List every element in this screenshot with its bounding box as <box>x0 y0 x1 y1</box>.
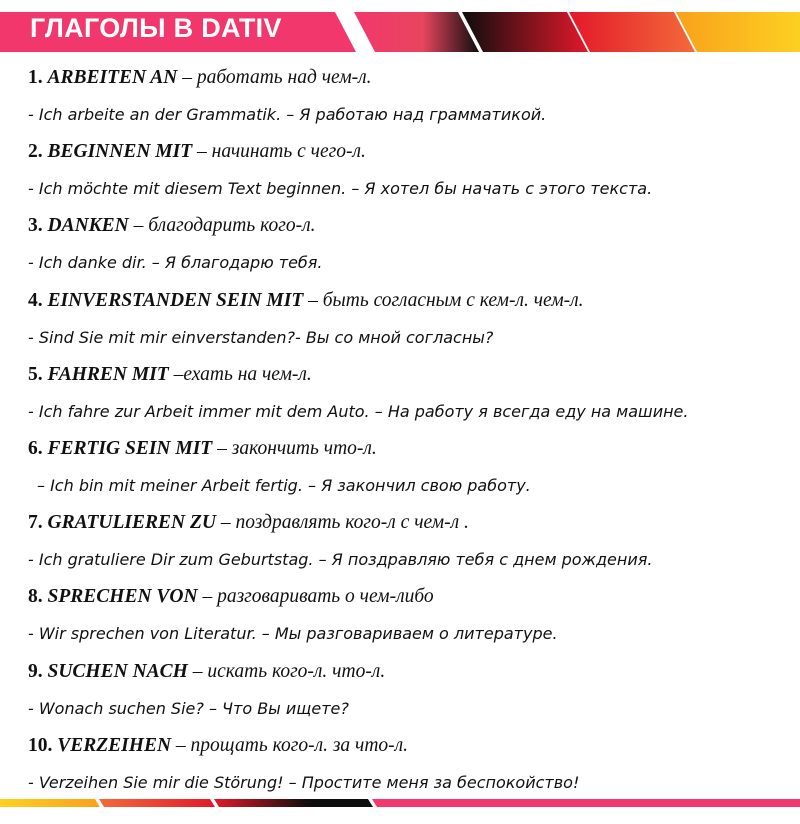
entry-number: 2. <box>28 141 43 163</box>
banner-stripe-gold <box>676 12 800 52</box>
example-line: - Verzeihen Sie mir die Störung! – Простите меня за беспокойство! <box>28 772 580 792</box>
example-line: – Ich bin mit meiner Arbeit fertig. – Я закончил свою работу. <box>37 476 531 496</box>
entry-number: 4. <box>28 289 43 311</box>
example-line: - Ich arbeite an der Grammatik. – Я работаю над грамматикой. <box>28 105 547 125</box>
footer-stripe-red <box>99 799 215 807</box>
page-title: ГЛАГОЛЫ В DATIV <box>30 13 282 43</box>
banner-stripe-black <box>354 12 479 52</box>
entry-term: DANKEN <box>47 215 129 237</box>
entry-number: 8. <box>28 586 43 608</box>
entry-number: 7. <box>28 512 43 534</box>
entry-line <box>0 727 800 764</box>
entry-line <box>0 653 800 690</box>
entry-number: 3. <box>28 215 43 237</box>
example-line: - Sind Sie mit mir einverstanden?- Вы со мной согласны? <box>28 327 494 347</box>
footer-stripe-gold <box>0 799 100 807</box>
entry-line <box>0 207 800 244</box>
entry-number: 5. <box>28 363 43 385</box>
entry-number: 1. <box>28 67 43 88</box>
entry-term: SPRECHEN VON <box>47 586 198 608</box>
footer-stripe <box>0 796 800 808</box>
example-line: - Ich möchte mit diesem Text beginnen. – Я хотел бы начать с этого текста. <box>28 179 653 199</box>
example-line: - Wir sprechen von Literatur. – Мы разговариваем о литературе. <box>28 624 558 644</box>
entry-translation: – благодарить кого-л. <box>128 215 316 237</box>
example-line: - Wonach suchen Sie? – Что Вы ищете? <box>28 698 349 718</box>
entry-line <box>0 430 800 467</box>
verb-list <box>0 59 800 801</box>
header-banner <box>0 0 800 58</box>
entry-translation: –ехать на чем-л. <box>168 363 312 385</box>
entry-number: 9. <box>28 660 43 682</box>
entry-translation: – быть согласным с кем-л. чем-л. <box>303 289 584 311</box>
footer-stripes <box>0 797 800 809</box>
entry-term: SUCHEN NACH <box>47 660 188 682</box>
example-line: - Ich gratuliere Dir zum Geburtstag. – Я поздравляю тебя с днем рождения. <box>28 550 653 570</box>
entry-line <box>0 356 800 393</box>
banner-stripe-red <box>462 12 588 52</box>
entry-term: ARBEITEN AN <box>47 67 178 88</box>
entry-translation: – разговаривать о чем-либо <box>197 586 434 608</box>
entry-term: GRATULIEREN ZU <box>47 512 216 534</box>
entry-number: 10. <box>28 734 53 756</box>
entry-term: BEGINNEN MIT <box>47 141 193 163</box>
entry-term: VERZEIHEN <box>57 734 172 756</box>
example-line: - Ich danke dir. – Я благодарю тебя. <box>28 253 323 273</box>
entry-translation: – поздравлять кого-л с чем-л . <box>215 512 469 534</box>
example-line: - Ich fahre zur Arbeit immer mit dem Auto. – На работу я всегда еду на машине. <box>28 401 689 421</box>
entry-term: EINVERSTANDEN SEIN MIT <box>47 289 304 311</box>
entry-translation: – работать над чем-л. <box>177 67 372 88</box>
entry-term: FAHREN MIT <box>47 363 169 385</box>
banner-stripe-orange <box>569 12 695 52</box>
footer-stripe-black <box>214 799 373 807</box>
entry-line <box>0 282 800 319</box>
entry-line <box>0 59 800 96</box>
entry-translation: – начинать с чего-л. <box>192 141 366 163</box>
entry-line <box>0 133 800 170</box>
entry-translation: – закончить что-л. <box>212 437 377 459</box>
entry-number: 6. <box>28 437 43 459</box>
footer-stripe-pink <box>372 799 800 807</box>
entry-translation: – прощать кого-л. за что-л. <box>171 734 409 756</box>
entry-line <box>0 504 800 541</box>
entry-line <box>0 578 800 615</box>
entry-translation: – искать кого-л. что-л. <box>187 660 386 682</box>
entry-term: FERTIG SEIN MIT <box>47 437 213 459</box>
